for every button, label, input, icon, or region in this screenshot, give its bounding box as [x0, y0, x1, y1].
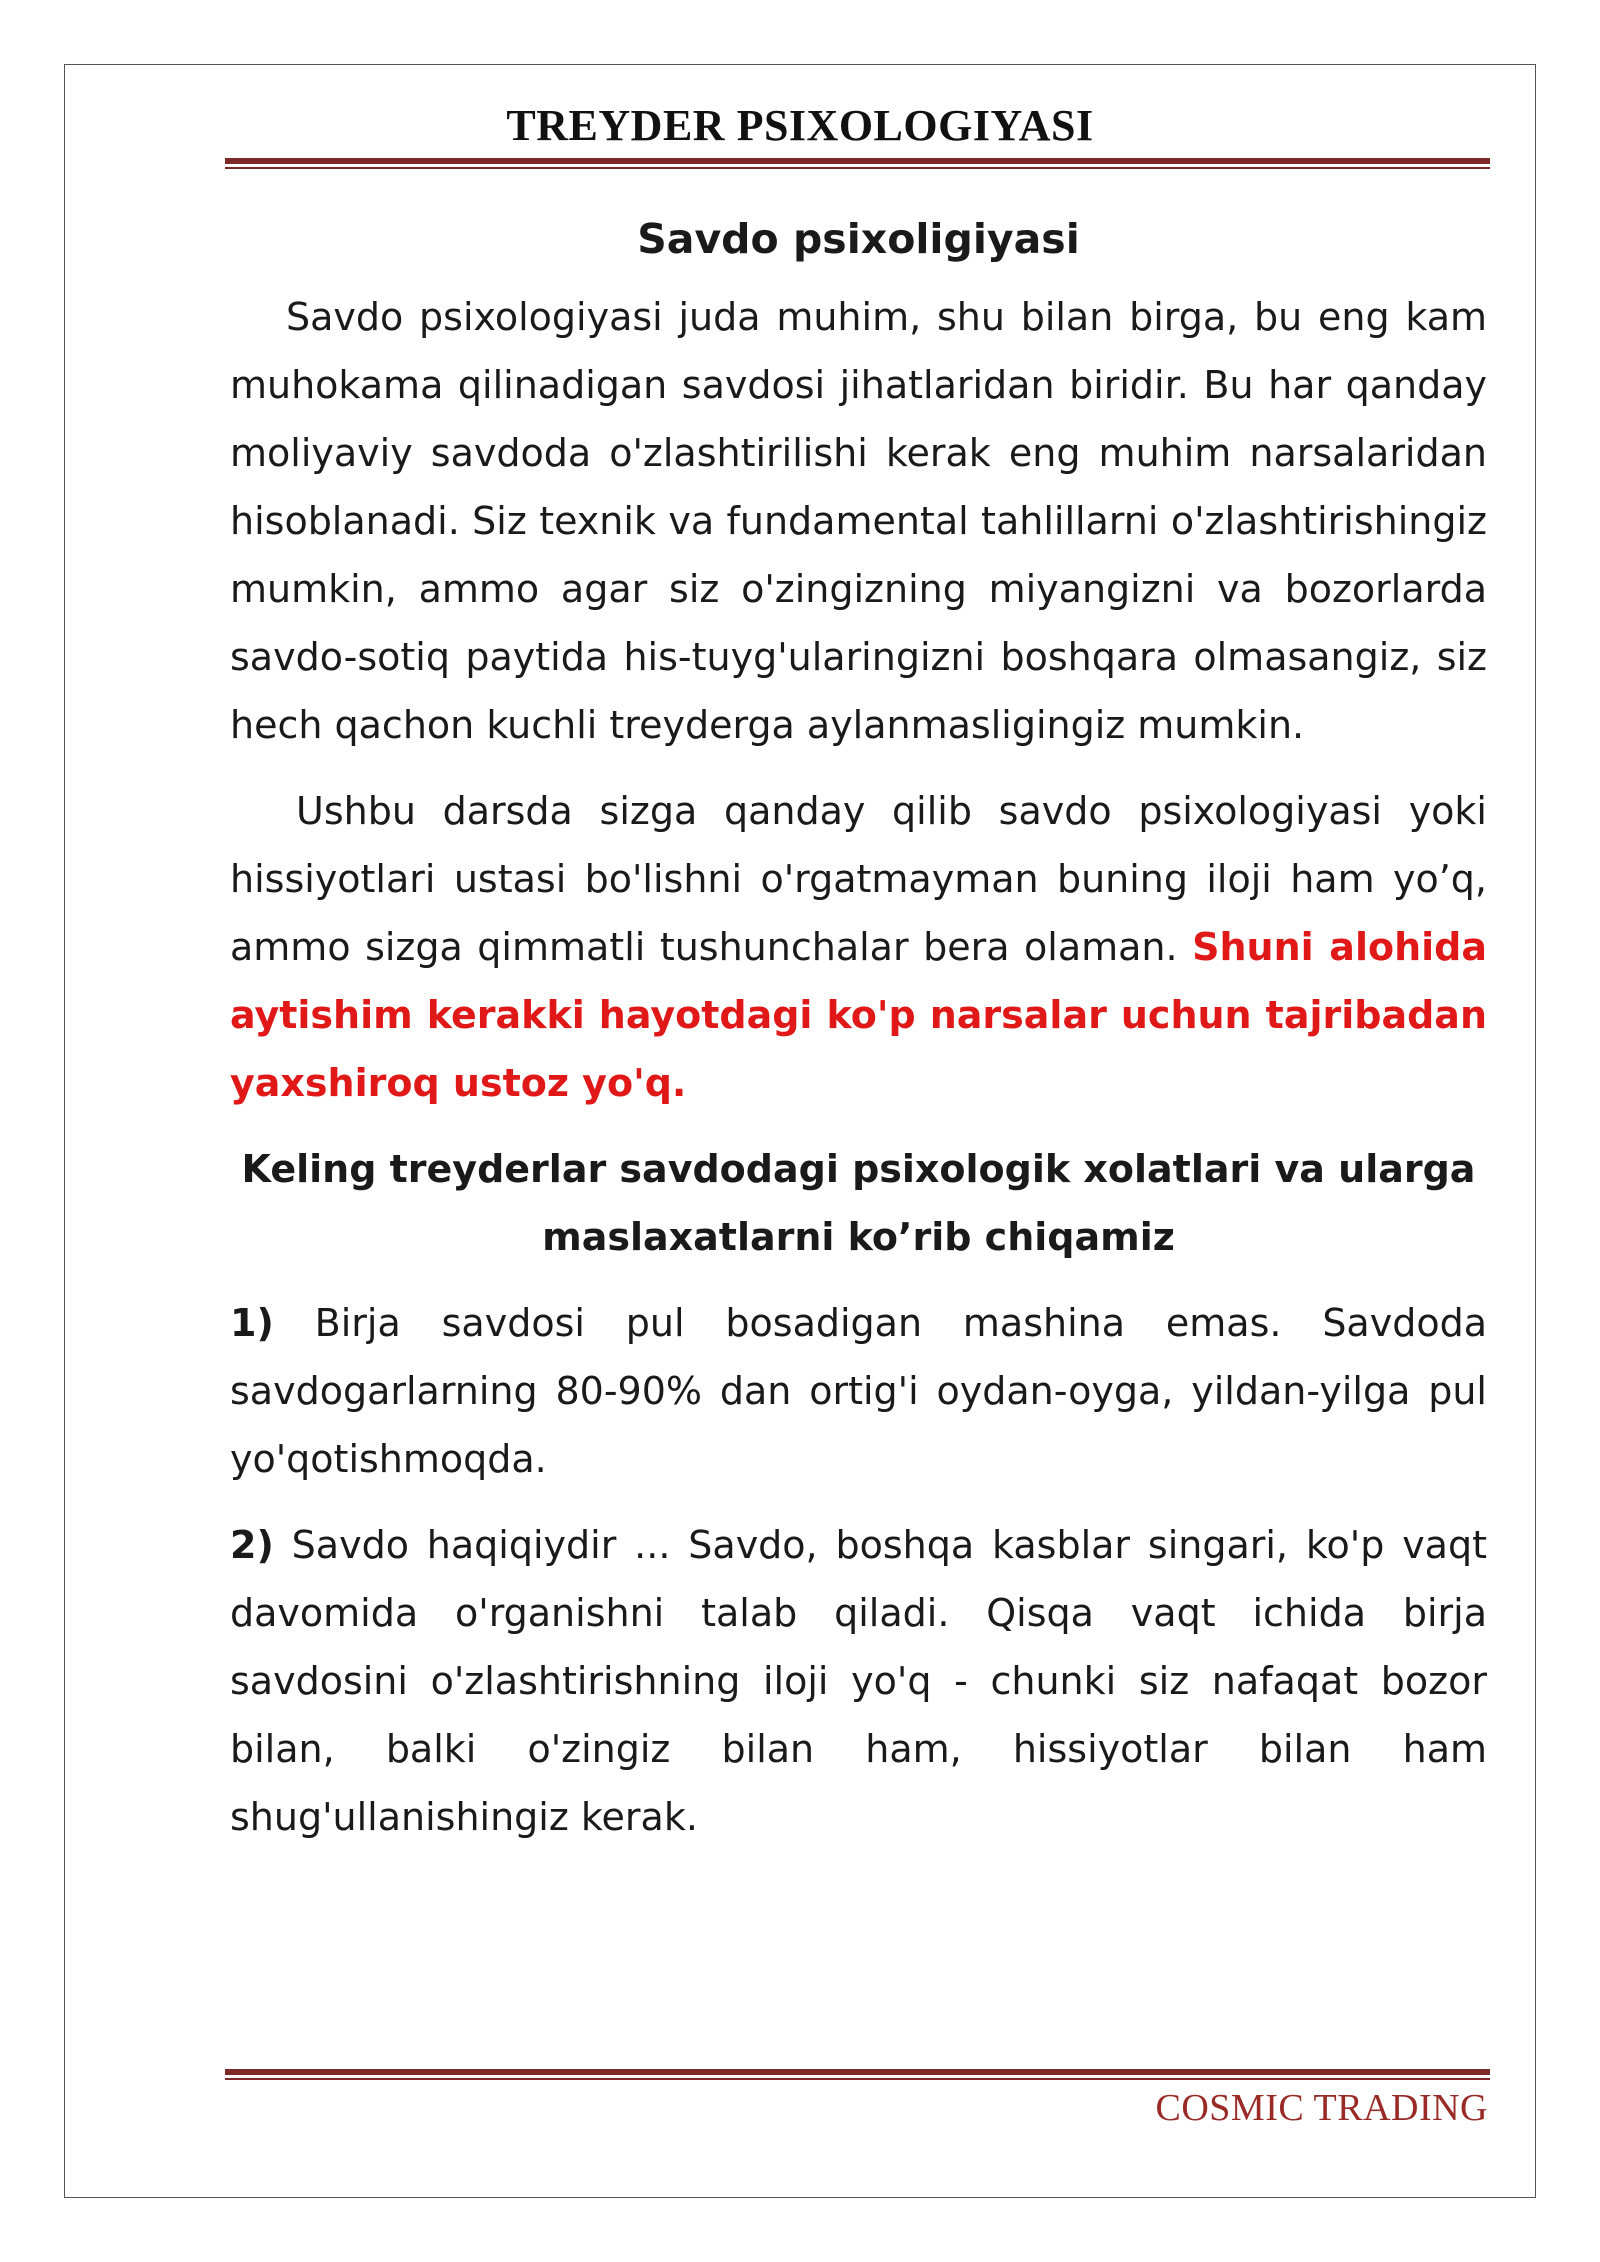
item-number: 2) [230, 1523, 274, 1567]
footer-brand: COSMIC TRADING [1155, 2087, 1488, 2129]
item-text: Savdo haqiqiydir ... Savdo, boshqa kasblar singari, ko'p vaqt davomida o'rganishni talab qiladi. Qisqa vaqt ichida birja savdosini o'zlashtirishning iloji yo'q - chunki siz nafaqat bozor bilan, balki o'zingiz bilan ham, hissiyotlar bilan ham shug'ullanishingiz kerak. [230, 1523, 1487, 1839]
paragraph-2-highlight: Shuni alohida aytishim kerakki hayotdagi ko'p narsalar uchun tajribadan yaxshiroq ustoz yo'q. [230, 925, 1488, 1105]
item-text: Birja savdosi pul bosadigan mashina emas. Savdoda savdogarlarning 80-90% dan ortig'i oydan-oyga, yildan-yilga pul yo'qotishmoqda. [230, 1301, 1487, 1481]
paragraph-1: Savdo psixologiyasi juda muhim, shu bilan birga, bu eng kam muhokama qilinadigan savdosi jihatlaridan biridir. Bu har qanday moliyaviy savdoda o'zlashtirilishi kerak eng muhim narsalaridan hisoblanadi. Siz texnik va fundamental tahlillarni o'zlashtirishingiz mumkin, ammo agar siz o'zingizning miyangizni va bozorlarda savdo-sotiq paytida his-tuyg'ularingizni boshqara olmasangiz, siz hech qachon kuchli treyderga aylanmasligingiz mumkin. [230, 295, 1487, 747]
footer-rule [225, 2069, 1490, 2080]
document-body [230, 205, 1487, 1869]
list-item [230, 1511, 1487, 1851]
paragraph-2 [230, 777, 1487, 1117]
paragraph-2-text: Ushbu darsda sizga qanday qilib savdo psixologiyasi yoki hissiyotlari ustasi bo'lishni o'rgatmayman buning iloji ham yo’q, ammo sizga qimmatli tushunchalar bera olaman. [230, 789, 1487, 969]
header-rule [225, 158, 1490, 169]
item-number: 1) [230, 1301, 274, 1345]
list-item [230, 1289, 1487, 1493]
header-title: TREYDER PSIXOLOGIYASI [506, 101, 1094, 150]
section-title: Savdo psixoligiyasi [637, 215, 1080, 263]
subheading: Keling treyderlar savdodagi psixologik xolatlari va ularga maslaxatlarni ko’rib chiqamiz [241, 1147, 1476, 1259]
